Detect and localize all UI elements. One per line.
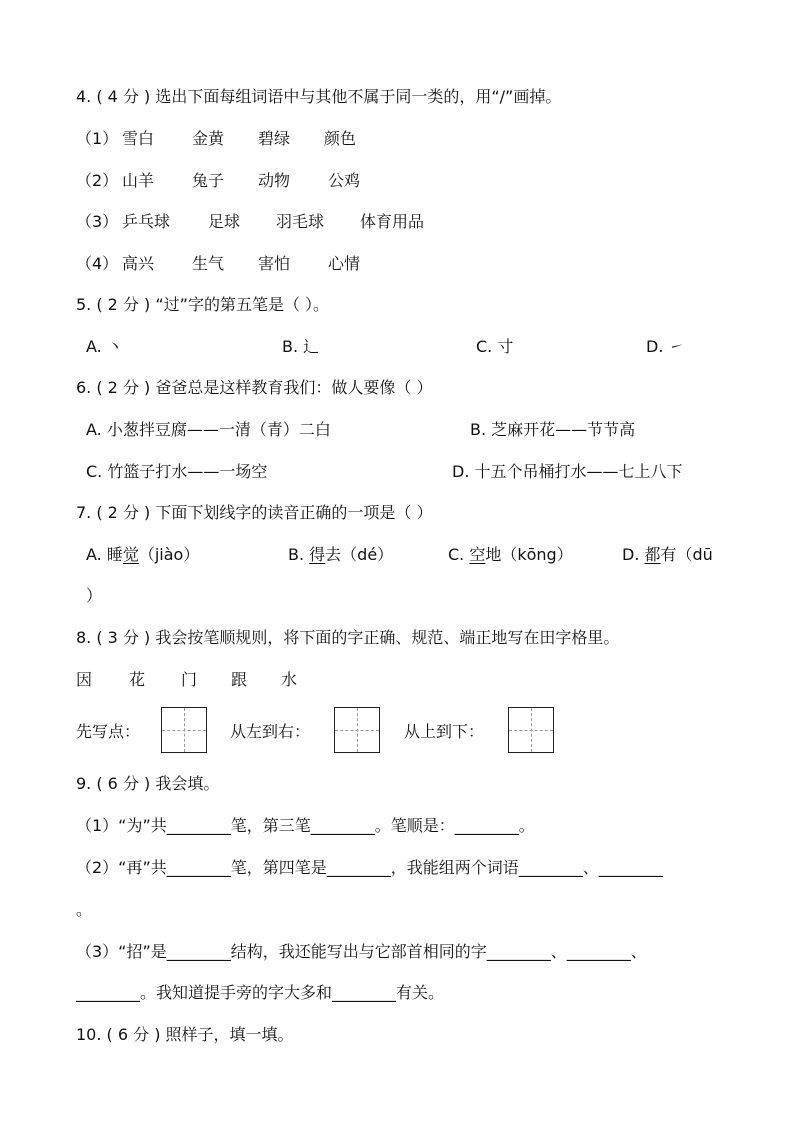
char: 跟 xyxy=(231,670,248,689)
q6-option-d[interactable]: D. 十五个吊桶打水——七上八下 xyxy=(452,462,683,481)
q7-option-a[interactable] xyxy=(86,544,199,566)
q5-option-a[interactable]: A. 丶 xyxy=(86,337,123,356)
tianzige-grid-1[interactable] xyxy=(161,707,207,753)
q8-stem: 8. ( 3 分 ) 我会按笔顺规则，将下面的字正确、规范、端正地写在田字格里。 xyxy=(76,628,620,647)
q9-part-1[interactable]: （1）“为”共________笔，第三笔________。笔顺是：________。 xyxy=(76,816,535,835)
word: 颜色 xyxy=(324,129,357,148)
option-label: D. xyxy=(622,545,645,564)
q4-group-number: （2） xyxy=(76,171,119,190)
option-rest: 去（dé） xyxy=(325,545,394,564)
word: 乒乓球 xyxy=(122,212,171,231)
char: 因 xyxy=(76,670,93,689)
option-rest: （jiào） xyxy=(138,545,200,564)
tianzige-grid-3[interactable] xyxy=(508,707,554,753)
q6-stem: 6. ( 2 分 ) 爸爸总是这样教育我们：做人要像（ ） xyxy=(76,378,433,397)
q8-chars xyxy=(76,669,297,691)
q8-rule-3-label: 从上到下： xyxy=(404,722,485,741)
q9-stem: 9. ( 6 分 ) 我会填。 xyxy=(76,774,220,793)
word: 害怕 xyxy=(258,254,291,273)
option-rest: 有（dū xyxy=(660,545,713,564)
word: 羽毛球 xyxy=(276,212,325,231)
underlined-char: 空 xyxy=(469,545,486,564)
q6-option-b[interactable]: B. 芝麻开花——节节高 xyxy=(470,420,636,439)
option-rest: 地（kōng） xyxy=(485,545,573,564)
q9-part-2-end: 。 xyxy=(76,900,93,919)
q4-group-4 xyxy=(76,253,360,275)
q4-group-number: （3） xyxy=(76,212,119,231)
char: 花 xyxy=(129,670,146,689)
q9-part-3[interactable]: （3）“招”是________结构，我还能写出与它部首相同的字________、________、 xyxy=(76,942,647,961)
word: 碧绿 xyxy=(258,129,291,148)
char: 水 xyxy=(281,670,298,689)
char: 门 xyxy=(181,670,198,689)
word: 心情 xyxy=(328,254,361,273)
word: 动物 xyxy=(258,171,291,190)
q5-option-b[interactable]: B. ⻌ xyxy=(282,337,320,356)
word: 高兴 xyxy=(122,254,155,273)
q6-option-a[interactable]: A. 小葱拌豆腐——一清（青）二白 xyxy=(86,420,331,439)
q8-rule-1-label: 先写点： xyxy=(76,722,141,741)
q9-part-3-cont[interactable]: ________。我知道提手旁的字大多和________有关。 xyxy=(76,983,445,1002)
word: 生气 xyxy=(192,254,225,273)
q9-part-2[interactable]: （2）“再”共________笔，第四笔是________，我能组两个词语________、________ xyxy=(76,858,663,877)
q4-group-number: （4） xyxy=(76,254,119,273)
q4-group-3 xyxy=(76,211,424,233)
q5-option-d[interactable]: D. ㇀ xyxy=(646,337,685,356)
option-label: C. xyxy=(448,545,470,564)
q10-stem: 10. ( 6 分 ) 照样子，填一填。 xyxy=(76,1025,294,1044)
option-label: B. xyxy=(288,545,310,564)
word: 体育用品 xyxy=(360,212,425,231)
underlined-char: 得 xyxy=(309,545,326,564)
q7-option-d[interactable] xyxy=(622,544,713,566)
q7-option-d-wrap: ） xyxy=(86,586,103,605)
q4-group-number: （1） xyxy=(76,129,119,148)
tianzige-grid-2[interactable] xyxy=(334,707,380,753)
q4-stem: 4. ( 4 分 ) 选出下面每组词语中与其他不属于同一类的，用“/”画掉。 xyxy=(76,87,562,106)
underlined-char: 觉 xyxy=(122,545,139,564)
q7-option-b[interactable] xyxy=(288,544,393,566)
word: 山羊 xyxy=(122,171,155,190)
word: 公鸡 xyxy=(328,171,361,190)
q5-stem: 5. ( 2 分 ) “过”字的第五笔是（ ）。 xyxy=(76,295,330,314)
word: 金黄 xyxy=(192,129,225,148)
word: 足球 xyxy=(208,212,241,231)
q7-option-c[interactable] xyxy=(448,544,573,566)
q6-option-c[interactable]: C. 竹篮子打水——一场空 xyxy=(86,462,268,481)
q5-option-c[interactable]: C. 寸 xyxy=(476,337,514,356)
word: 兔子 xyxy=(192,171,225,190)
underlined-char: 都 xyxy=(644,545,661,564)
q4-group-2 xyxy=(76,170,360,192)
q4-group-1 xyxy=(76,128,356,150)
q7-stem: 7. ( 2 分 ) 下面下划线字的读音正确的一项是（ ） xyxy=(76,503,433,522)
word: 雪白 xyxy=(122,129,155,148)
q8-rule-2-label: 从左到右： xyxy=(230,722,311,741)
option-label: A. 睡 xyxy=(86,545,123,564)
